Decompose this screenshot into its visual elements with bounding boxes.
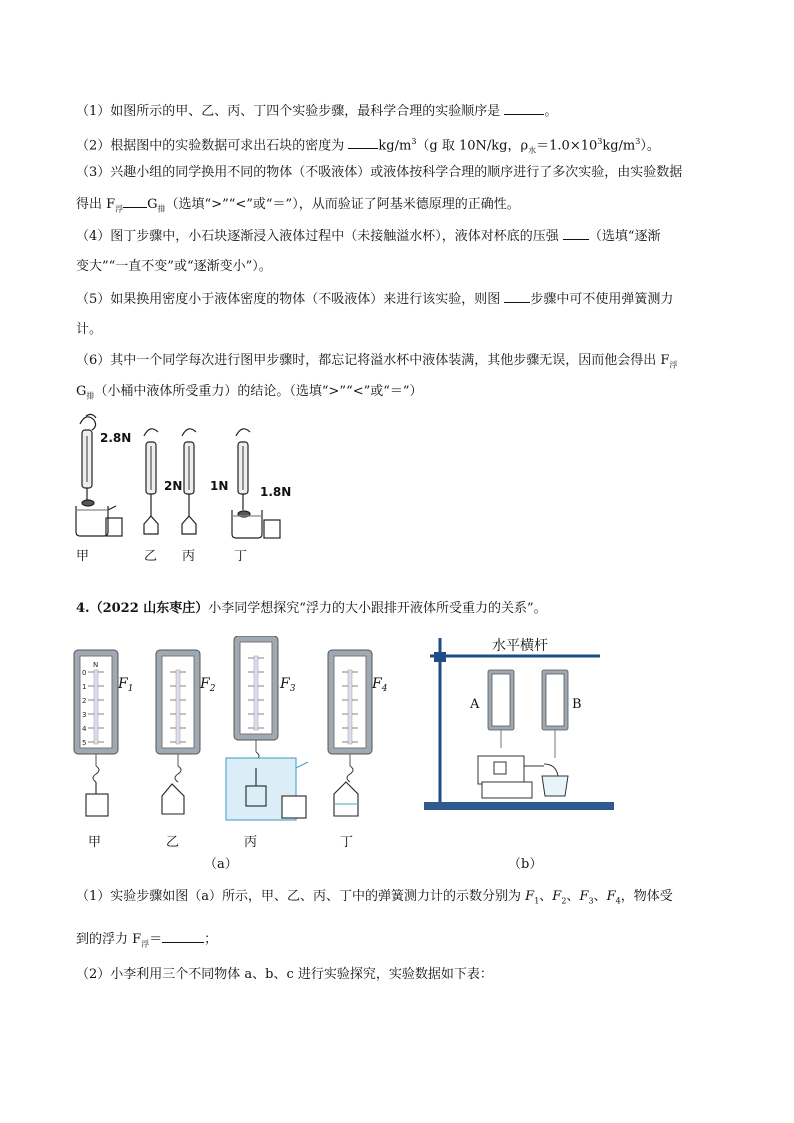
q4-part1-tail: ，物体受 bbox=[620, 889, 673, 904]
q4-stem-line bbox=[76, 600, 547, 618]
crossbar-label: 水平横杆 bbox=[492, 638, 548, 654]
f-text: 得出 F bbox=[76, 197, 116, 212]
figure-b-apparatus bbox=[420, 630, 620, 876]
equals: ＝ bbox=[149, 932, 163, 947]
reading-4: 1.8N bbox=[260, 485, 292, 499]
step-jia: 甲 bbox=[88, 835, 102, 850]
label-bing: 丙 bbox=[182, 549, 196, 564]
scale-2: 2 bbox=[82, 697, 87, 705]
reading-2: 2N bbox=[164, 479, 183, 493]
q3-line-6: 变大”“一直不变”或“逐渐变小”）。 bbox=[76, 259, 272, 274]
q3-part4-tail: （选填“逐渐 bbox=[588, 229, 661, 244]
q3-part4-text: （4）图丁步骤中，小石块逐渐浸入液体过程中（未接触溢水杯），液体对杯底的压强 bbox=[76, 229, 563, 244]
label-ding: 丁 bbox=[234, 549, 248, 564]
scale-unit: N bbox=[93, 661, 99, 669]
q3-part1-text: （1）如图所示的甲、乙、丙、丁四个实验步骤，最科学合理的实验顺序是 bbox=[76, 104, 505, 119]
density-text: ＝1.0×10 bbox=[536, 138, 598, 154]
step-bing: 丙 bbox=[244, 835, 258, 850]
unit-text: kg/m bbox=[378, 138, 412, 154]
scale-a-label: A bbox=[470, 697, 480, 712]
scale-bing bbox=[234, 636, 278, 768]
q3-line-10 bbox=[76, 383, 423, 406]
scale-b-label: B bbox=[572, 697, 582, 712]
figure-a-spring-scales bbox=[70, 636, 410, 876]
q3-part6-text: （6）其中一个同学每次进行图甲步骤时，都忘记将溢水杯中液体装满，其他步骤无误，因而他会得出 F bbox=[76, 353, 670, 368]
q3-line-7 bbox=[76, 290, 673, 309]
q3-line-5 bbox=[76, 227, 661, 246]
reading-1: 2.8N bbox=[100, 431, 132, 445]
q3-line-4 bbox=[76, 195, 520, 219]
g-text: G bbox=[147, 197, 158, 212]
scale-5: 5 bbox=[82, 739, 87, 747]
punct: ； bbox=[204, 932, 218, 947]
scale-0: 0 bbox=[82, 669, 87, 677]
experiment-figure-1 bbox=[70, 406, 310, 576]
q3-line-2: （2）根据图中的实验数据可求出石块的密度为 $kg/m^3(g$ 取 10N/kg，$\rho_水=1.0\times 10^3kg/m^3$）。 bbox=[76, 137, 660, 155]
sub-float: 浮 bbox=[115, 204, 124, 214]
q3-line-9 bbox=[76, 352, 677, 375]
q3-part3-tail: （选填“>”“<”或“＝”），从而验证了阿基米德原理的正确性。 bbox=[165, 197, 520, 212]
scale-3: 3 bbox=[82, 711, 87, 719]
q3-part5-text: （5）如果换用密度小于液体密度的物体（不吸液体）来进行该实验，则图 bbox=[76, 292, 505, 307]
scale-jia bbox=[74, 650, 118, 782]
sub-float: 浮 bbox=[141, 939, 150, 949]
answer-blank[interactable] bbox=[504, 290, 530, 303]
scale-ding bbox=[328, 650, 372, 782]
caption-b: （b） bbox=[508, 857, 543, 872]
label-yi: 乙 bbox=[144, 549, 158, 564]
answer-blank[interactable] bbox=[504, 102, 544, 115]
q4-line-1: （1）实验步骤如图（a）所示，甲、乙、丙、丁中的弹簧测力计的示数分别为 $F_1$、$F_2$、$F_3$、$F_4$，物体受 bbox=[76, 889, 673, 906]
q3-part5-tail: 步骤中可不使用弹簧测力 bbox=[530, 292, 674, 307]
q4-part1-cont: 到的浮力 F bbox=[76, 932, 142, 947]
q3-part6-tail: （小桶中液体所受重力）的结论。（选填“>”“<”或“＝”） bbox=[94, 384, 423, 399]
force-label-2: $F_2$ bbox=[200, 676, 216, 694]
punct: ）。 bbox=[640, 138, 660, 154]
question-stem: 小李同学想探究“浮力的大小跟排开液体所受重力的关系”。 bbox=[208, 601, 547, 616]
reading-3: 1N bbox=[210, 479, 229, 493]
force-label-3: $F_3$ bbox=[280, 676, 296, 694]
sub-float: 浮 bbox=[669, 360, 678, 370]
question-number: 4. bbox=[76, 601, 90, 616]
q3-part2-text: （2）根据图中的实验数据可求出石块的密度为 bbox=[76, 138, 349, 154]
answer-blank[interactable] bbox=[162, 930, 204, 943]
sub-displaced: 排 bbox=[157, 204, 166, 214]
step-ding: 丁 bbox=[340, 835, 354, 850]
label-jia: 甲 bbox=[76, 549, 90, 564]
question-source: （2022 山东枣庄） bbox=[89, 601, 209, 616]
punct: 。 bbox=[544, 104, 558, 119]
q3-line-1 bbox=[76, 102, 557, 121]
q4-line-2 bbox=[76, 930, 217, 954]
q4-part1-text: （1）实验步骤如图（a）所示，甲、乙、丙、丁中的弹簧测力计的示数分别为 bbox=[76, 889, 526, 904]
answer-blank[interactable] bbox=[348, 136, 378, 149]
unit-text-2: kg/m bbox=[602, 138, 636, 154]
step-yi: 乙 bbox=[166, 835, 180, 850]
scale-yi bbox=[156, 650, 200, 782]
scale-1: 1 bbox=[82, 683, 87, 691]
sub-water: 水 bbox=[528, 145, 537, 155]
given-text: （g 取 10N/kg，ρ bbox=[416, 138, 529, 154]
answer-blank[interactable] bbox=[123, 195, 147, 208]
caption-a: （a） bbox=[204, 857, 238, 872]
q3-line-3: （3）兴趣小组的同学换用不同的物体（不吸液体）或液体按科学合理的顺序进行了多次实验，由实验数据 bbox=[76, 165, 683, 180]
answer-blank[interactable] bbox=[563, 227, 589, 240]
g-text: G bbox=[76, 384, 87, 399]
scale-4: 4 bbox=[82, 725, 87, 733]
q3-line-8: 计。 bbox=[76, 322, 103, 337]
sub-displaced: 排 bbox=[86, 391, 95, 401]
force-label-4: $F_4$ bbox=[372, 676, 388, 694]
force-label-1: $F_1$ bbox=[118, 676, 134, 694]
q4-line-3: （2）小李利用三个不同物体 a、b、c 进行实验探究，实验数据如下表： bbox=[76, 967, 493, 982]
